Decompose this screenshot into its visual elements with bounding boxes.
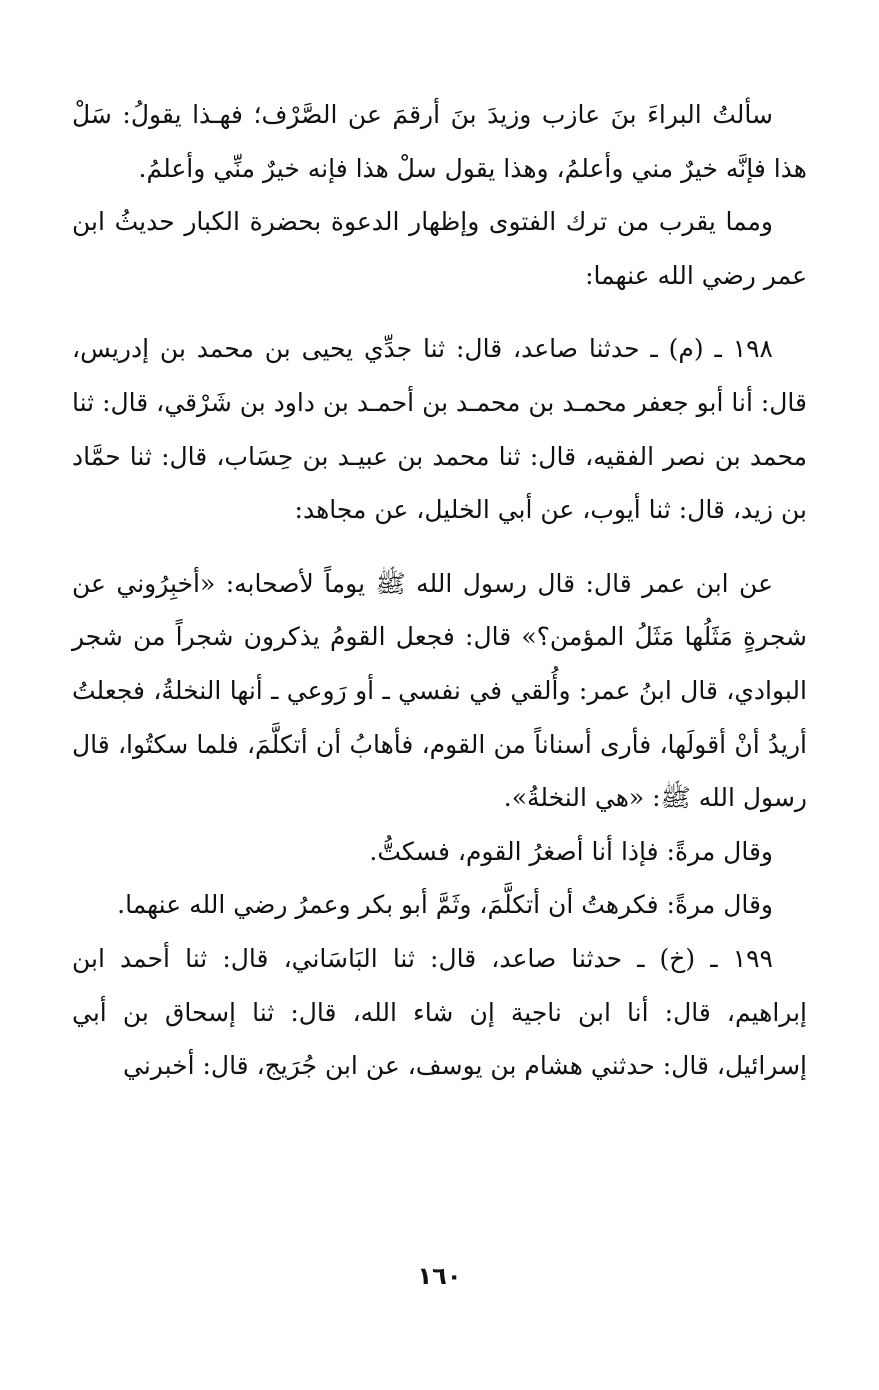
hadith-199-isnad: ١٩٩ ـ (خ) ـ حدثنا صاعد، قال: ثنا البَاسَاني، قال: ثنا أحمد ابن إبراهيم، قال: أنا ابن ناجية إن شاء الله، قال: ثنا إسحاق بن أبي إسرائيل، قال: حدثني هشام بن يوسف، عن ابن جُرَيج، قال: أخبرني bbox=[72, 943, 807, 1081]
hadith-198-isnad: ١٩٨ ـ (م) ـ حدثنا صاعد، قال: ثنا جدِّي يحيى بن محمد بن إدريس، قال: أنا أبو جعفر محمـد بن محمـد بن أحمـد بن داود بن شَرْقي، قال: ثنا محمد بن نصر الفقيه، قال: ثنا محمد بن عبيـد بن حِسَاب، قال: ثنا حمَّاد بن زيد، قال: ثنا أيوب، عن أبي الخليل، عن مجاهد: bbox=[72, 334, 807, 525]
page-number: ١٦٠ bbox=[417, 1262, 462, 1290]
hadith-198-matn: عن ابن عمر قال: قال رسول الله ﷺ يوماً لأصحابه: «أخبِرُوني عن شجرةٍ مَثَلُها مَثَلُ المؤمن؟» قال: فجعل القومُ يذكرون شجراً من شجر البوادي، قال ابنُ عمر: وأُلقي في نفسي ـ أو رَوعي ـ أنها النخلةُ، فجعلتُ أريدُ أنْ أقولَها، فأرى أسناناً من القوم، فأهابُ أن أتكلَّمَ، فلما سكتُوا، قال رسول الله ﷺ: «هي النخلةُ». bbox=[72, 568, 807, 813]
paragraph-transition: ومما يقرب من ترك الفتوى وإظهار الدعوة بحضرة الكبار حديثُ ابن عمر رضي الله عنهما: bbox=[72, 207, 807, 290]
hadith-198-variant-2: وقال مرةً: فكرهتُ أن أتكلَّمَ، وثَمَّ أبو بكر وعمرُ رضي الله عنهما. bbox=[117, 890, 773, 920]
hadith-198-variant-1: وقال مرةً: فإذا أنا أصغرُ القوم، فسكتُّ. bbox=[369, 836, 773, 866]
page-body bbox=[72, 88, 807, 1093]
paragraph-continuation: سألتُ البراءَ بنَ عازب وزيدَ بنَ أرقمَ عن الصَّرْف؛ فهـذا يقولُ: سَلْ هذا فإنَّه خيرٌ مني وأعلمُ، وهذا يقول سلْ هذا فإنه خيرٌ منِّي وأعلمُ. bbox=[72, 100, 807, 183]
